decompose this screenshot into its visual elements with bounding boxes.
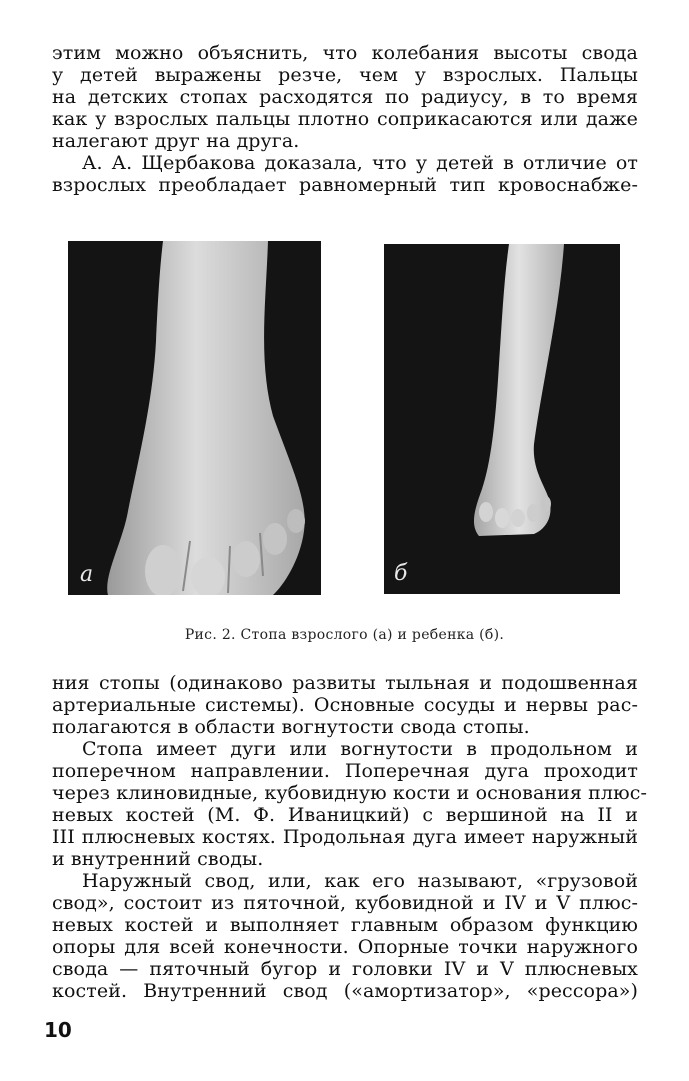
text-line: через клиновидные, кубовидную кости и основания плюс- <box>52 782 647 804</box>
text-line: взрослых преобладает равномерный тип кровоснабже- <box>52 174 638 196</box>
text-line: и внутренний своды. <box>52 848 264 870</box>
text-line: поперечном направлении. Поперечная дуга проходит <box>52 760 638 782</box>
bottom-paragraphs <box>52 672 647 1002</box>
text-line: налегают друг на друга. <box>52 130 300 152</box>
text-line: А. А. Щербакова доказала, что у детей в отличие от <box>82 152 638 174</box>
text-line: этим можно объяснить, что колебания высоты свода <box>52 42 638 64</box>
text-line: Стопа имеет дуги или вогнутости в продольном и <box>82 738 638 760</box>
text-line: артериальные системы). Основные сосуды и нервы рас- <box>52 694 638 716</box>
text-line: костей. Внутренний свод («амортизатор», «рессора») <box>52 980 638 1002</box>
text-line: ния стопы (одинаково развиты тыльная и подошвенная <box>52 672 638 694</box>
text-line: как у взрослых пальцы плотно соприкасаются или даже <box>52 108 638 130</box>
text-line: III плюсневых костях. Продольная дуга имеет наружный <box>52 826 638 848</box>
top-paragraphs <box>52 42 638 196</box>
panel-label-a: а <box>80 562 94 587</box>
figure-caption: Рис. 2. Стопа взрослого (а) и ребенка (б). <box>184 627 505 643</box>
child-foot-photo <box>384 244 620 594</box>
page-number: 10 <box>44 1018 72 1042</box>
text-line: свод», состоит из пяточной, кубовидной и IV и V плюс- <box>52 892 638 914</box>
panel-label-b: б <box>394 561 408 586</box>
adult-foot-illustration <box>68 241 321 595</box>
text-line: опоры для всей конечности. Опорные точки наружного <box>52 936 638 958</box>
text-line: свода — пяточный бугор и головки IV и V плюсневых <box>52 958 638 980</box>
text-line: на детских стопах расходятся по радиусу, в то время <box>52 86 638 108</box>
text-line: Наружный свод, или, как его называют, «грузовой <box>82 870 638 892</box>
text-line: полагаются в области вогнутости свода стопы. <box>52 716 530 738</box>
child-foot-illustration <box>384 244 620 594</box>
text-line: невых костей и выполняет главным образом функцию <box>52 914 638 936</box>
text-line: у детей выражены резче, чем у взрослых. Пальцы <box>52 64 638 86</box>
adult-foot-photo <box>68 241 321 595</box>
text-line: невых костей (М. Ф. Иваницкий) с вершиной на II и <box>52 804 638 826</box>
